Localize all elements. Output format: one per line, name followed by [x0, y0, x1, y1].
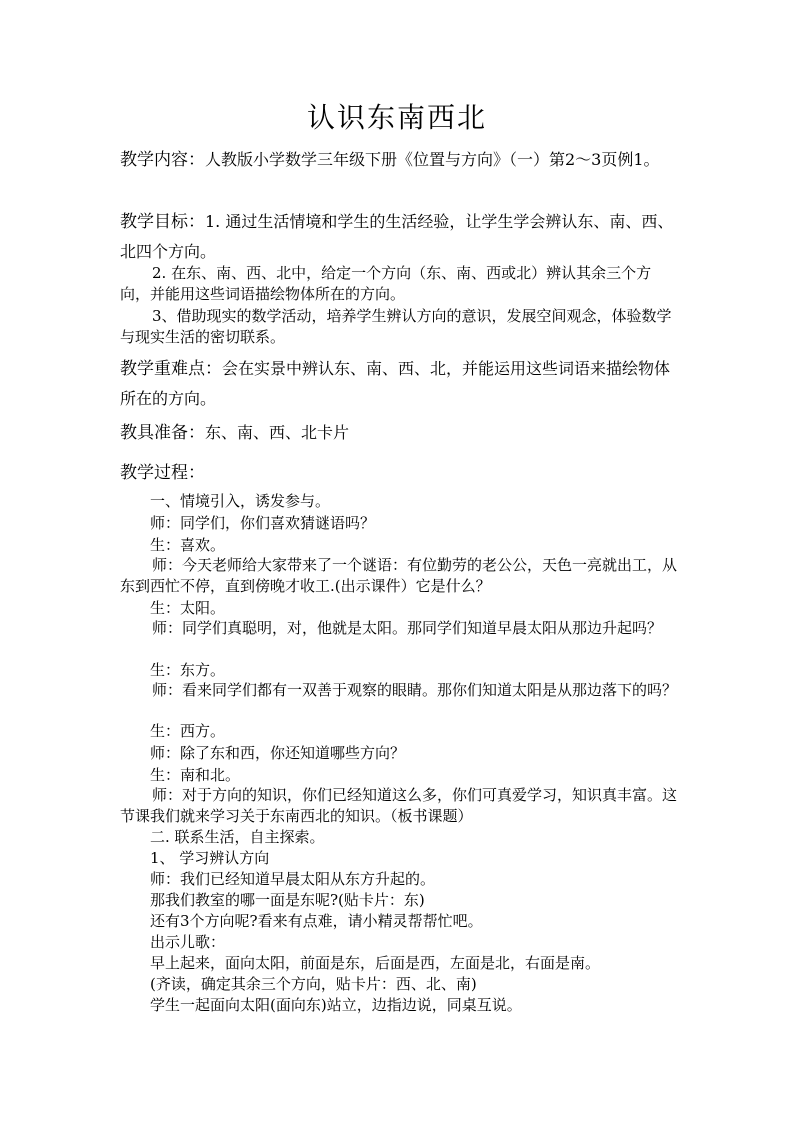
process-line: 一、情境引入，诱发参与。	[150, 492, 331, 510]
process-line: 师：除了东和西，你还知道哪些方向？	[150, 744, 406, 762]
process-line: (齐读，确定其余三个方向，贴卡片：西、北、南)	[150, 975, 477, 993]
process-line: 生：太阳。	[150, 599, 226, 617]
process-line: 师：同学们，你们喜欢猜谜语吗？	[150, 514, 376, 532]
process-line: 生：喜欢。	[150, 536, 226, 554]
materials-section	[120, 418, 680, 448]
key-points-label: 教学重难点：	[120, 359, 222, 379]
process-line: 生：南和北。	[150, 766, 241, 784]
process-line: 学生一起面向太阳(面向东)站立，边指边说，同桌互说。	[150, 996, 522, 1014]
process-line: 出示儿歌：	[150, 933, 226, 951]
process-line: 师：同学们真聪明，对，他就是太阳。那同学们知道早晨太阳从那边升起吗？	[152, 619, 663, 637]
process-line: 师：我们已经知道早晨太阳从东方升起的。	[150, 870, 436, 888]
process-line: 1、 学习辨认方向	[150, 849, 270, 867]
key-points-section	[120, 354, 680, 414]
materials-text: 东、南、西、北卡片	[205, 423, 350, 442]
process-line: 师：今天老师给大家带来了一个谜语：有位勤劳的老公公，天色一亮就出工，从东到西忙不停，直到傍晚才收工.(出示课件）它是什么？	[120, 556, 678, 595]
goals-label: 教学目标：	[120, 212, 205, 232]
goals-item-2: 2. 在东、南、西、北中，给定一个方向（东、南、西或北）辨认其余三个方向，并能用这些词语描绘物体所在的方向。	[120, 264, 652, 303]
process-line: 师：对于方向的知识，你们已经知道这么多，你们可真爱学习，知识真丰富。这节课我们就来学习关于东南西北的知识。（板书课题）	[120, 786, 678, 825]
content-text: 人教版小学数学三年级下册《位置与方向》（一）第2～3页例1。	[205, 150, 660, 169]
process-line: 师：看来同学们都有一双善于观察的眼睛。那你们知道太阳是从那边落下的吗？	[152, 681, 678, 699]
process-label: 教学过程：	[120, 463, 205, 483]
materials-label: 教具准备：	[120, 423, 205, 443]
process-line: 二. 联系生活，自主探索。	[150, 828, 325, 846]
content-label: 教学内容：	[120, 150, 205, 170]
page-title: 认识东南西北	[306, 101, 487, 134]
process-line: 生：西方。	[150, 722, 226, 740]
content-section	[120, 145, 680, 175]
process-line: 还有3个方向呢?看来有点难，请小精灵帮帮忙吧。	[150, 912, 483, 930]
goals-item-3: 3、借助现实的数学活动，培养学生辨认方向的意识，发展空间观念，体验数学与现实生活的密切联系。	[120, 307, 672, 346]
key-points-text: 会在实景中辨认东、南、西、北，并能运用这些词语来描绘物体所在的方向。	[120, 359, 671, 408]
goals-section	[120, 207, 680, 267]
process-line: 那我们教室的哪一面是东呢?(贴卡片：东)	[150, 891, 425, 909]
process-line: 早上起来，面向太阳，前面是东，后面是西，左面是北，右面是南。	[150, 954, 601, 972]
goals-item-1: 1. 通过生活情境和学生的生活经验，让学生学会辨认东、南、西、北四个方向。	[120, 212, 674, 261]
process-section	[120, 458, 680, 488]
process-line: 生：东方。	[150, 661, 226, 679]
